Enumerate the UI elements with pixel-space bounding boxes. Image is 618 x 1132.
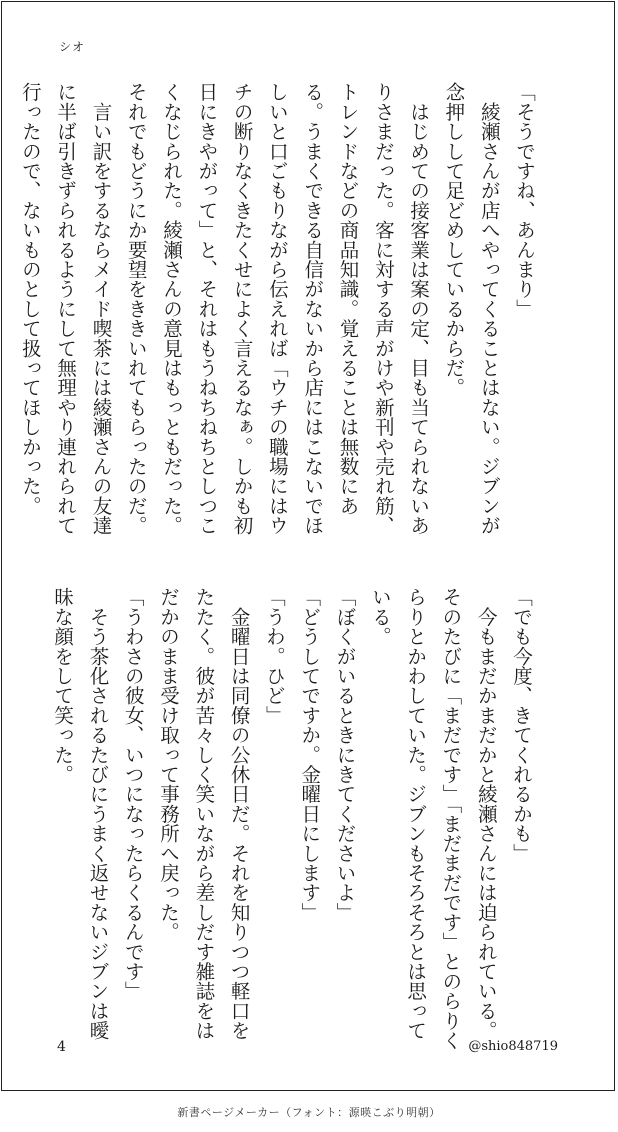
paragraph: 「でも今度、きてくれるかも」 bbox=[510, 587, 533, 863]
paragraph: 言い訳をするならメイド喫茶には綾瀬さんの友達に半ば引きずられるようにして無理やり連れられて行ったので、ないものとして扱ってほしかった。 bbox=[18, 82, 113, 536]
paragraph: 「そうですね、あんまり」 bbox=[513, 82, 536, 319]
paragraph: そう茶化されるたびにうまく返せないジブンは曖昧な顔をして笑った。 bbox=[51, 587, 110, 1041]
lower-text-column bbox=[45, 587, 539, 1057]
paragraph: 金曜日は同僚の公休日だ。それを知りつつ軽口をたたく。彼が苦々しく笑いながら差しだす雑誌をはだかのまま受け取って事務所へ戻った。 bbox=[157, 587, 251, 1041]
paragraph: 綾瀬さんが店へやってくることはない。ジブンが念押しして足どめしているからだ。 bbox=[442, 82, 501, 536]
paragraph: 「うわさの彼女、いつになったらくるんです」 bbox=[121, 587, 145, 1001]
paragraph: 「うわ。ひど」 bbox=[262, 587, 286, 725]
paragraph: 「ぼくがいるときにきてくださいよ」 bbox=[333, 587, 357, 922]
paragraph: はじめての接客業は案の定、目も当てられないありさまだった。客に対する声がけや新刊や売れ筋、トレンドなどの商品知識。覚えることは無数にある。うまくできる自信がないから店にはこないでほしいと口ごもりながら伝えれば「ウチの職場にはウチの断りなくきたくせによく言えるなぁ。しかも初日にきやがって」と、それはもうねちねちとしつこくなじられた。綾瀬さんの意見はもっともだった。それでもどうにか要望をききいれてもらったのだ。 bbox=[124, 82, 431, 536]
paragraph: 今もまだかまだかと綾瀬さんには迫られている。そのたびに「まだです」「まだまだです」とのらりくらりとかわしていた。ジブンもそろそろとは思っている。 bbox=[368, 587, 498, 1051]
author-handle: @shio848719 bbox=[468, 1039, 558, 1054]
paragraph: 「どうしてですか。金曜日にします」 bbox=[298, 587, 322, 922]
generator-credit: 新書ページメーカー（フォント：源暎こぶり明朝） bbox=[177, 1106, 441, 1119]
page-number: 4 bbox=[57, 1039, 66, 1055]
upper-text-column bbox=[13, 82, 542, 552]
page-header-title: シオ bbox=[59, 40, 86, 54]
page-frame bbox=[1, 1, 615, 1091]
